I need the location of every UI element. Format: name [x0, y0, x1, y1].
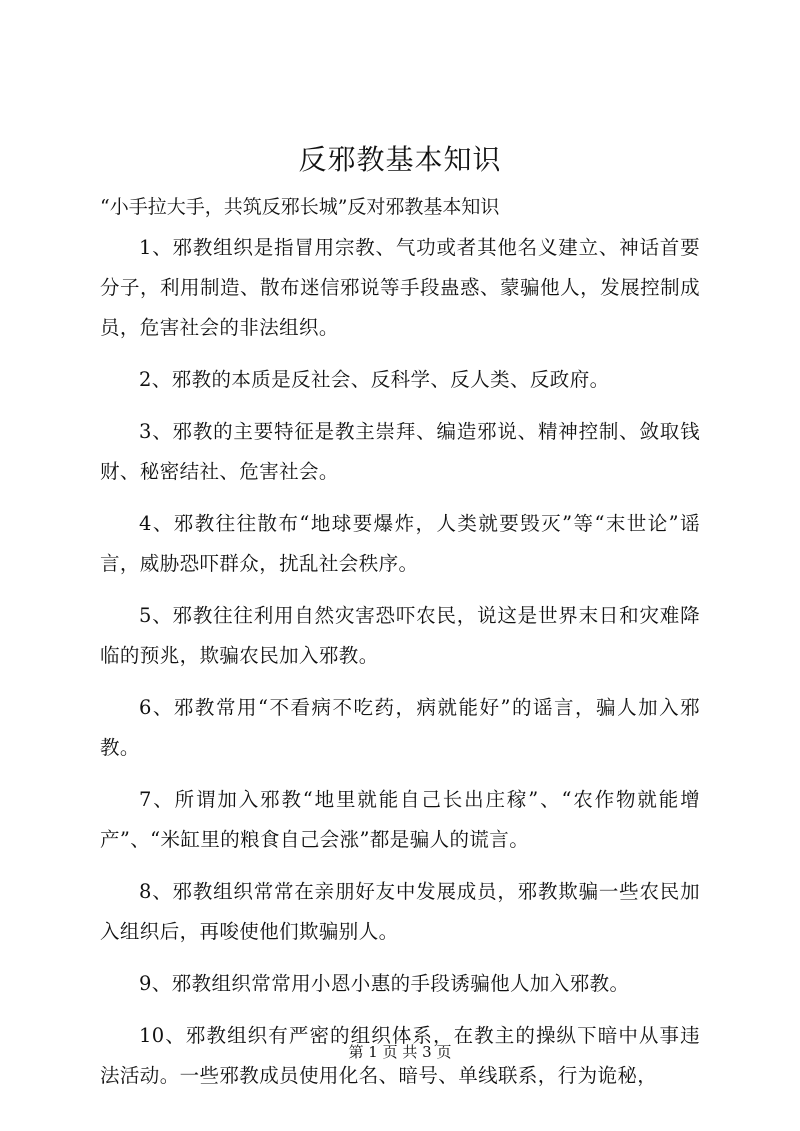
paragraph-6: 6、邪教常用“不看病不吃药，病就能好”的谣言，骗人加入邪教。 — [100, 696, 700, 759]
paragraph-3: 3、邪教的主要特征是教主崇拜、编造邪说、精神控制、敛取钱财、秘密结社、危害社会。 — [100, 420, 700, 483]
paragraph-7: 7、所谓加入邪教“地里就能自己长出庄稼”、“农作物就能增产”、“米缸里的粮食自己会涨”都是骗人的谎言。 — [100, 788, 700, 851]
paragraph-5: 5、邪教往往利用自然灾害恐吓农民，说这是世界末日和灾难降临的预兆，欺骗农民加入邪教。 — [100, 604, 700, 667]
document-body — [100, 228, 700, 1108]
paragraph-9: 9、邪教组织常常用小恩小惠的手段诱骗他人加入邪教。 — [139, 972, 630, 995]
page-footer: 第 1 页 共 3 页 — [348, 1043, 452, 1061]
document-title: 反邪教基本知识 — [298, 143, 502, 176]
paragraph-2: 2、邪教的本质是反社会、反科学、反人类、反政府。 — [139, 368, 610, 391]
paragraph-10: 10、邪教组织有严密的组织体系，在教主的操纵下暗中从事违法活动。一些邪教成员使用化名、暗号、单线联系，行为诡秘， — [100, 1024, 700, 1087]
paragraph-1: 1、邪教组织是指冒用宗教、气功或者其他名义建立、神话首要分子，利用制造、散布迷信邪说等手段蛊惑、蒙骗他人，发展控制成员，危害社会的非法组织。 — [100, 236, 700, 339]
paragraph-4: 4、邪教往往散布“地球要爆炸，人类就要毁灭”等“末世论”谣言，威胁恐吓群众，扰乱社会秩序。 — [100, 512, 700, 575]
paragraph-8: 8、邪教组织常常在亲朋好友中发展成员，邪教欺骗一些农民加入组织后，再唆使他们欺骗别人。 — [100, 880, 700, 943]
document-subtitle: “小手拉大手，共筑反邪长城”反对邪教基本知识 — [100, 196, 500, 218]
